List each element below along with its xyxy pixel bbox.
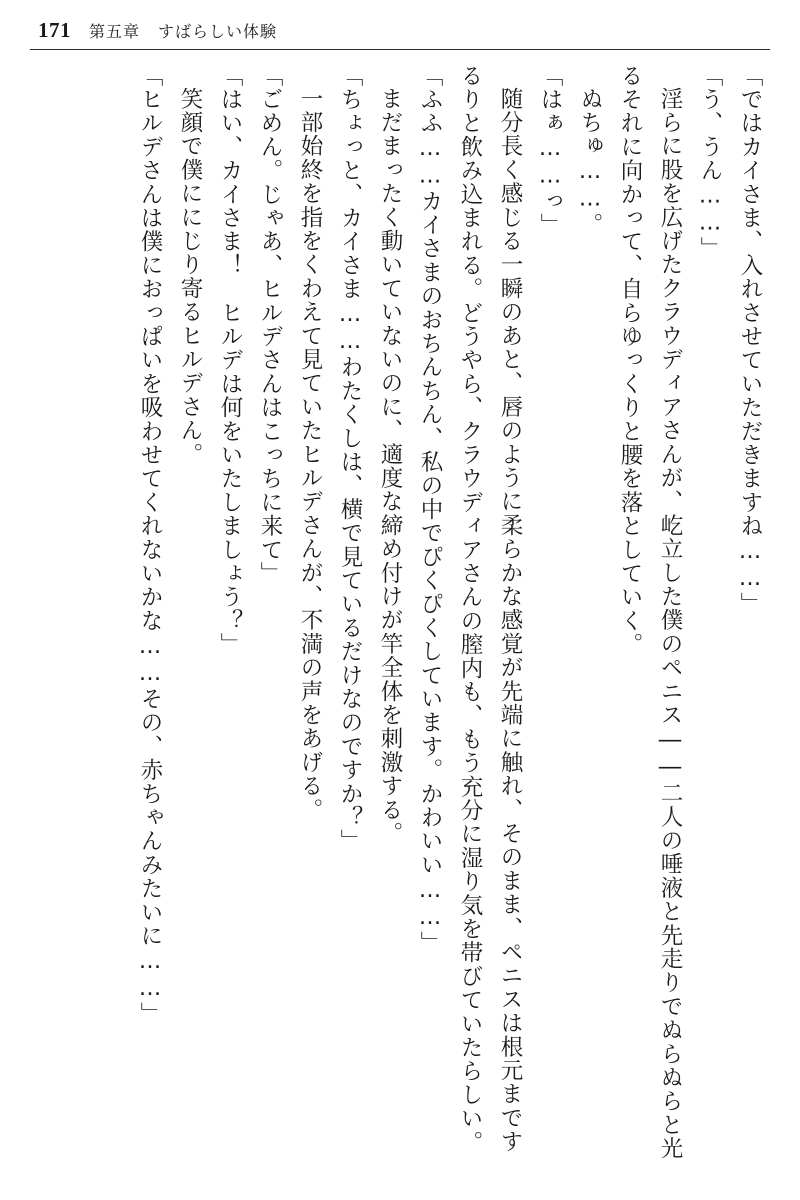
chapter-title: すばらしい体験 — [158, 22, 278, 41]
paragraph: まだまったく動いていないのに、適度な締め付けが竿全体を刺激する。 — [377, 86, 403, 845]
paragraph: 「ヒルデさんは僕におっぱいを吸わせてくれないかな……その、赤ちゃんみたいに……」 — [137, 64, 163, 1026]
paragraph: 「ではカイさま、入れさせていただきますね……」 — [737, 64, 763, 617]
paragraph: 「ふふ……カイさまのおちんちん、私の中でぴくぴくしています。かわいい……」 — [417, 64, 443, 955]
paragraph: 「う、うん……」 — [697, 64, 723, 261]
running-head — [30, 18, 770, 50]
paragraph: 随分長く感じる一瞬のあと、唇のように柔らかな感覚が先端に触れ、そのまま、ペニスは根元までするりと飲み込まれる。どうやら、クラウディアさんの膣内も、もう充分に湿り気を帯びていたらしい。 — [457, 64, 523, 1155]
page-number: 171 — [38, 18, 71, 42]
paragraph: 「はい、カイさま！ ヒルデは何をいたしましょう？」 — [217, 64, 243, 657]
paragraph: 笑顔で僕ににじり寄るヒルデさん。 — [177, 86, 203, 466]
page-body — [30, 64, 770, 1176]
paragraph: ぬちゅ……。 — [577, 86, 603, 236]
paragraph: 「はぁ……っ」 — [537, 64, 563, 237]
vertical-text-block — [30, 64, 770, 1169]
paragraph: 淫らに股を広げたクラウディアさんが、屹立した僕のペニス――二人の唾液と先走りでぬらぬらと光るそれに向かって、自らゆっくりと腰を落としていく。 — [617, 64, 683, 1160]
paragraph: 「ちょっと、カイさま……わたくしは、横で見ているだけなのですか？」 — [337, 64, 363, 854]
chapter-label: 第五章 — [89, 22, 141, 41]
paragraph: 一部始終を指をくわえて見ていたヒルデさんが、不満の声をあげる。 — [297, 86, 323, 822]
paragraph: 「ごめん。じゃあ、ヒルデさんはこっちに来て」 — [257, 64, 283, 586]
